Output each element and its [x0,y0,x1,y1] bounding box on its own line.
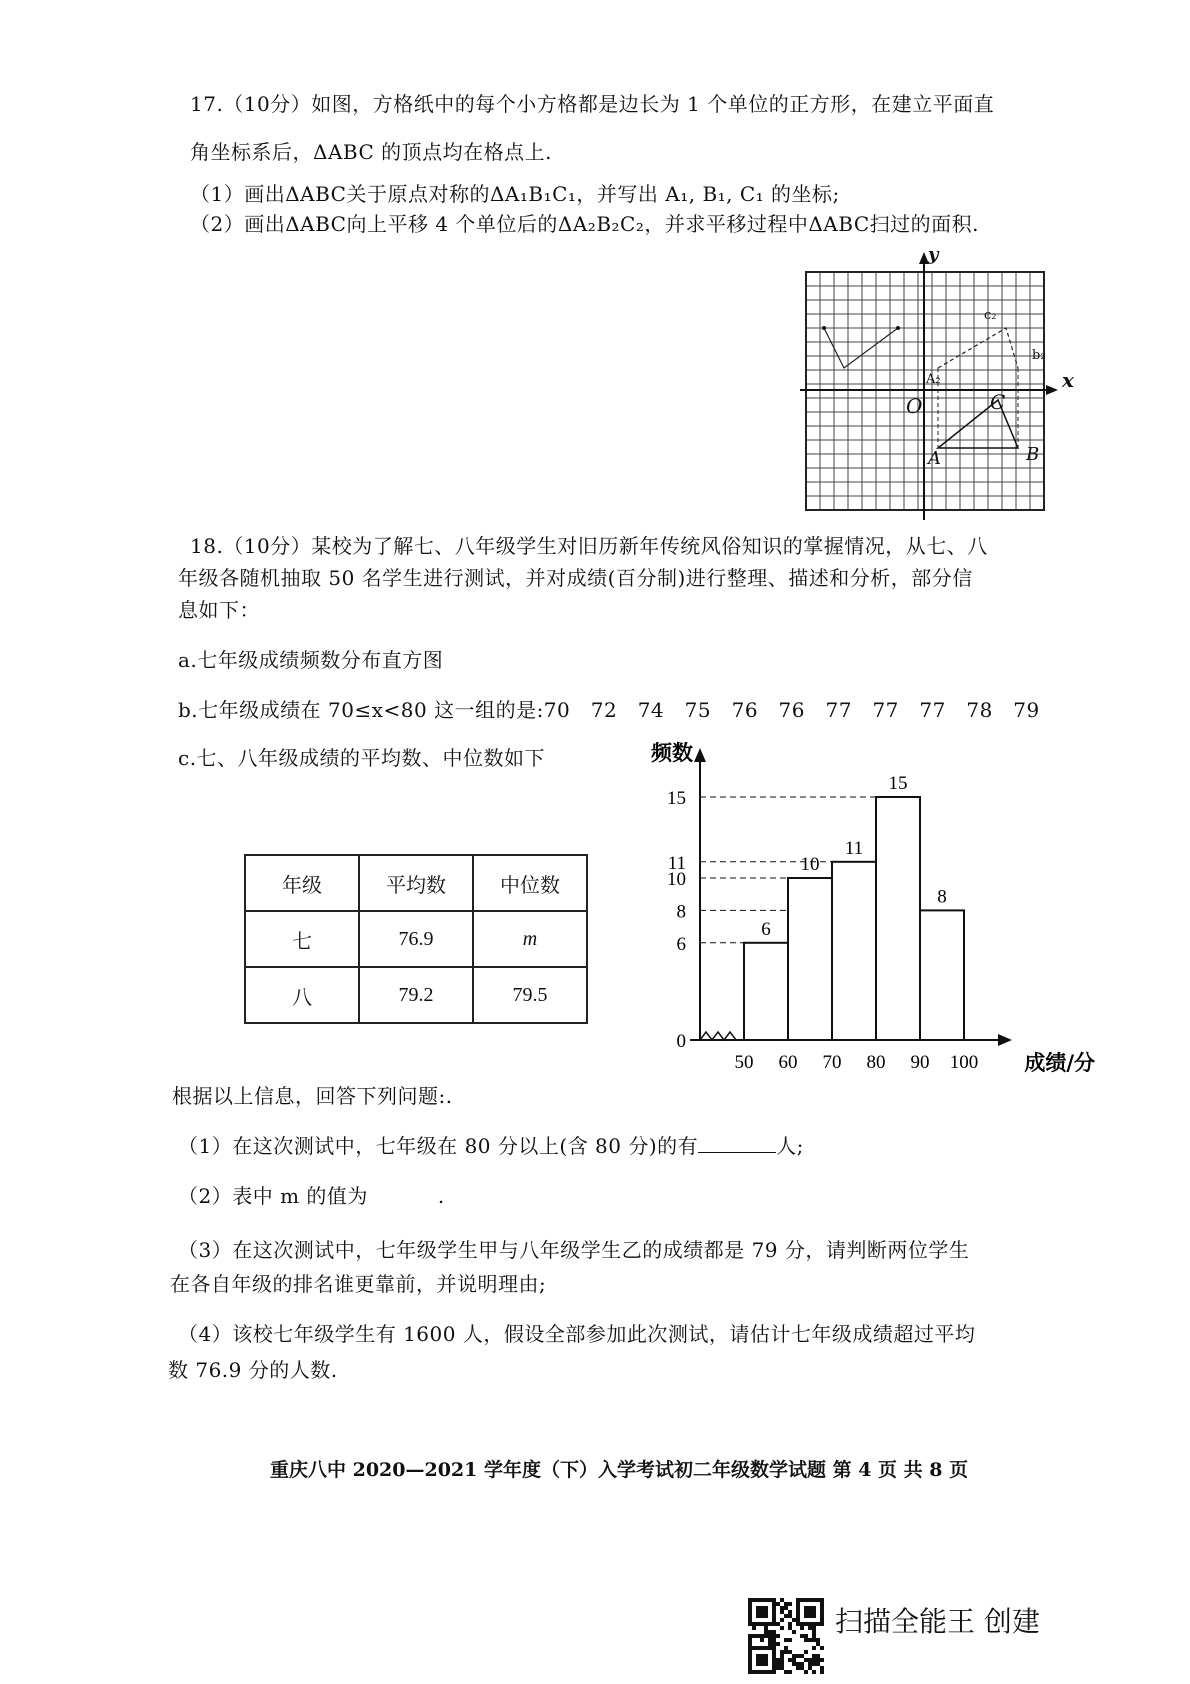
q18-line3: 息如下： [178,598,260,622]
q17-part1: （1）画出ΔABC关于原点对称的ΔA₁B₁C₁，并写出 A₁, B₁, C₁ 的坐标; [190,182,840,206]
q18-line1: 18.（10分）某校为了解七、八年级学生对旧历新年传统风俗知识的掌握情况，从七、八 [190,534,988,558]
bar-value-label: 10 [800,854,820,875]
x-tick-label: 70 [822,1052,842,1073]
question-3-line2: 在各自年级的排名谁更靠前，并说明理由; [170,1272,547,1296]
answer-blank-2 [368,1185,438,1203]
origin-label: O [906,394,923,418]
question-2: （2）表中 m 的值为 . [178,1184,445,1208]
q18-item-c: c.七、八年级成绩的平均数、中位数如下 [178,746,546,770]
x-axis-arrow [998,1034,1012,1046]
y-tick-label: 10 [667,869,686,890]
bar-value-label: 15 [888,773,908,794]
questions-intro: 根据以上信息，回答下列问题:. [172,1084,453,1108]
table-cell: 八 [245,967,359,1023]
stats-table [244,854,588,1024]
q17-part2: （2）画出ΔABC向上平移 4 个单位后的ΔA₂B₂C₂，并求平移过程中ΔABC扫过的面积. [190,212,979,236]
axis-break [700,1032,736,1040]
point-b-label: B [1026,444,1040,465]
histogram-bar [876,797,920,1040]
bar-value-label: 11 [844,837,864,859]
handwritten-mark [824,328,898,368]
question-3-line1: （3）在这次测试中，七年级学生甲与八年级学生乙的成绩都是 79 分，请判断两位学生 [178,1238,970,1262]
point-c-label: C [990,390,1006,414]
y-axis-label: y [928,244,939,265]
y-tick-label: 11 [667,852,686,874]
table-header-cell: 年级 [245,855,359,911]
question-4-line2: 数 76.9 分的人数. [168,1358,338,1382]
y-axis-arrow [694,748,706,762]
q17-line1: 17.（10分）如图，方格纸中的每个小方格都是边长为 1 个单位的正方形，在建立平面直 [190,92,995,116]
x-tick-label: 80 [866,1052,886,1073]
table-header-cell: 平均数 [359,855,473,911]
handwritten-c2: c₂ [984,308,997,323]
table-row [245,967,587,1023]
qr-code-icon [748,1598,824,1674]
table-header-cell: 中位数 [473,855,587,911]
table-row [245,855,587,911]
q18-item-a: a.七年级成绩频数分布直方图 [178,648,444,672]
table-row [245,911,587,967]
watermark-text: 扫描全能王 创建 [835,1605,1040,1638]
handwritten-a2: A₂ [926,372,941,387]
x-axis-title: 成绩/分 [1024,1051,1095,1075]
table-cell: 七 [245,911,359,967]
x-axis-label: x [1062,368,1074,392]
y-tick-label: 15 [667,788,686,809]
x-tick-label: 60 [778,1052,798,1073]
table-cell: 79.5 [473,967,587,1023]
y-tick-label: 8 [676,901,686,923]
triangle-abc [938,400,1018,448]
triangle-a2b2c2 [938,328,1018,368]
histogram [620,740,1100,1080]
question-1: （1）在这次测试中，七年级在 80 分以上(含 80 分)的有 人; [178,1134,804,1158]
y-axis-title: 频数 [651,741,693,765]
answer-blank-1 [698,1134,776,1153]
histogram-bar [788,878,832,1040]
point-a-label: A [928,448,941,469]
bar-value-label: 6 [761,918,771,940]
q17-line2: 角坐标系后，ΔABC 的顶点均在格点上. [190,140,552,164]
x-tick-label: 100 [949,1052,979,1073]
y-tick-label: 6 [676,933,686,955]
handwritten-b2: b₂ [1032,348,1046,363]
x-tick-label: 90 [910,1052,930,1073]
bar-value-label: 8 [937,886,947,908]
x-tick-label: 50 [734,1052,754,1073]
page-footer: 重庆八中 2020—2021 学年度（下）入学考试初二年级数学试题 第 4 页 共 8 页 [270,1459,969,1481]
histogram-bar [744,943,788,1040]
table-cell: m [473,911,587,967]
table-cell: 79.2 [359,967,473,1023]
table-cell: 76.9 [359,911,473,967]
y-tick-label: 0 [676,1031,686,1052]
question-4-line1: （4）该校七年级学生有 1600 人，假设全部参加此次测试，请估计七年级成绩超过平均 [178,1322,976,1346]
q18-line2: 年级各随机抽取 50 名学生进行测试，并对成绩(百分制)进行整理、描述和分析，部分信 [178,566,973,590]
q18-item-b: b.七年级成绩在 70≤x<80 这一组的是:70 72 74 75 76 76 77 77 77 78 79 [178,698,1040,722]
histogram-bar [832,862,876,1040]
histogram-bar [920,910,964,1040]
